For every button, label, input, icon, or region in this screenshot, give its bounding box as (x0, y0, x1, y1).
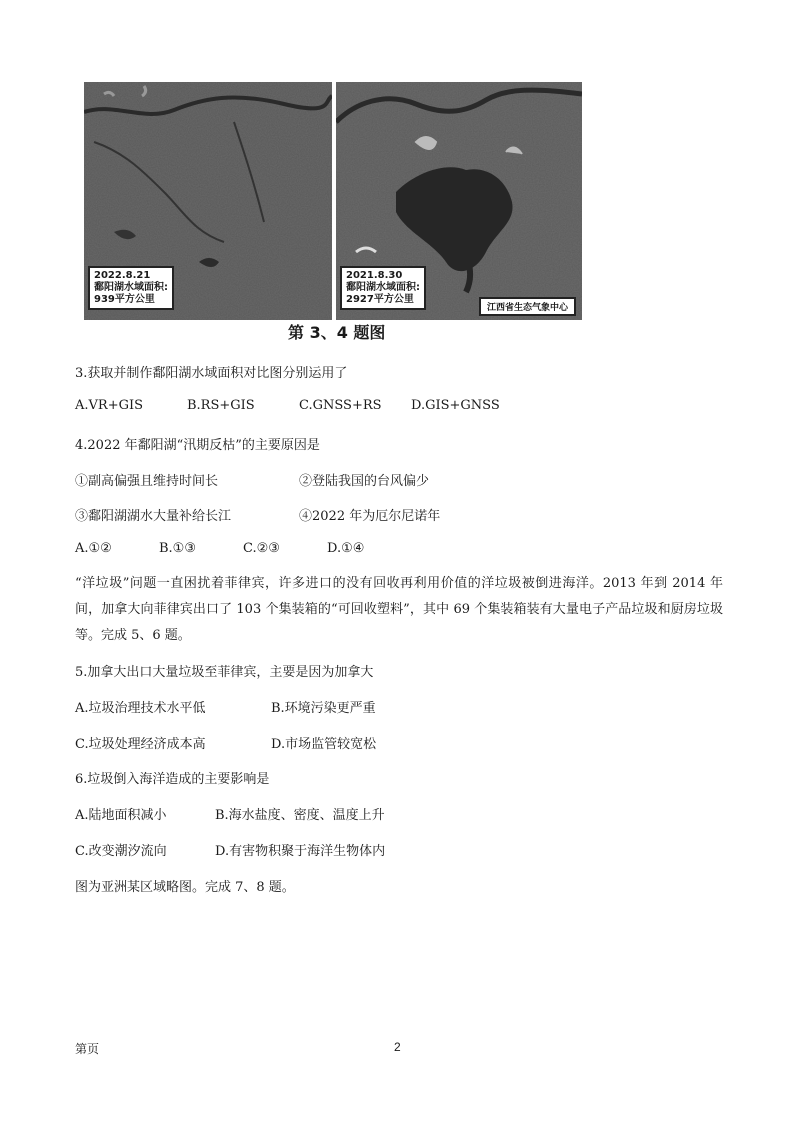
footer-page-label: 第页 (75, 1042, 100, 1056)
passage-7-8: 图为亚洲某区域略图。完成 7、8 题。 (75, 880, 295, 895)
left-date: 2022.8.21 (94, 270, 151, 281)
question-5-stem: 5.加拿大出口大量垃圾至菲律宾，主要是因为加拿大 (75, 665, 374, 680)
figure-caption: 第 3、4 题图 (288, 323, 386, 342)
question-4-stem: 4.2022 年鄱阳湖“汛期反枯”的主要原因是 (75, 438, 320, 453)
q3-option-d: D.GIS+GNSS (411, 398, 500, 413)
q5-option-a: A.垃圾治理技术水平低 (75, 701, 206, 716)
satellite-figure (78, 78, 586, 350)
image-credit: 江西省生态气象中心 (479, 297, 576, 316)
q4-item-2: ②登陆我国的台风偏少 (299, 474, 430, 489)
question-6-stem: 6.垃圾倒入海洋造成的主要影响是 (75, 772, 270, 787)
q4-item-3: ③鄱阳湖湖水大量补给长江 (75, 509, 232, 524)
q3-option-b: B.RS+GIS (187, 398, 255, 413)
question-3-stem: 3.获取并制作鄱阳湖水域面积对比图分别运用了 (75, 366, 348, 381)
q5-option-c: C.垃圾处理经济成本高 (75, 737, 206, 752)
q5-option-b: B.环境污染更严重 (271, 701, 376, 716)
q6-option-b: B.海水盐度、密度、温度上升 (215, 808, 385, 823)
q6-option-a: A.陆地面积减小 (75, 808, 167, 823)
right-date: 2021.8.30 (346, 270, 403, 281)
right-image-label (340, 266, 426, 310)
q4-option-d: D.①④ (327, 541, 365, 556)
right-area-value: 2927平方公里 (346, 294, 414, 305)
page-number: 2 (394, 1040, 401, 1054)
left-area-value: 939平方公里 (94, 294, 155, 305)
q6-option-c: C.改变潮汐流向 (75, 844, 167, 859)
right-area-label: 鄱阳湖水域面积: (346, 282, 420, 293)
q6-option-d: D.有害物积聚于海洋生物体内 (215, 844, 386, 859)
q4-item-4: ④2022 年为厄尔尼诺年 (299, 509, 441, 524)
left-area-label: 鄱阳湖水域面积: (94, 282, 168, 293)
q3-option-a: A.VR+GIS (75, 398, 144, 413)
left-image-label (88, 266, 174, 310)
q4-item-1: ①副高偏强且维持时间长 (75, 474, 219, 489)
q4-option-a: A.①② (75, 541, 112, 556)
passage-5-6: “洋垃圾”问题一直困扰着菲律宾，许多进口的没有回收再利用价值的洋垃圾被倒进海洋。2013 年到 2014 年间，加拿大向菲律宾出口了 103 个集装箱的“可回收塑料”，其中 69 个集装箱装有大量电子产品垃圾和厨房垃圾等。完成 5、6 题。 (75, 576, 723, 643)
q4-option-c: C.②③ (243, 541, 280, 556)
q3-option-c: C.GNSS+RS (299, 398, 382, 413)
q5-option-d: D.市场监管较宽松 (271, 737, 377, 752)
q4-option-b: B.①③ (159, 541, 196, 556)
